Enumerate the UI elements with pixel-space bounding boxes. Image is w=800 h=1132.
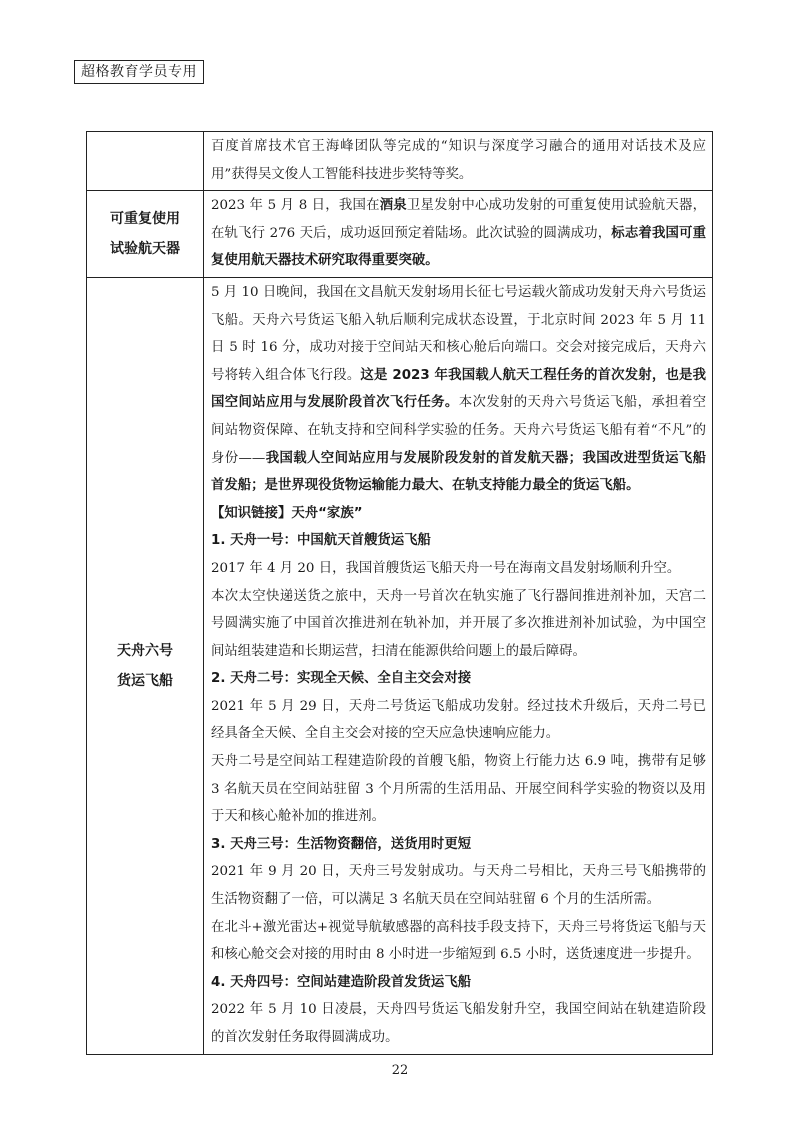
table-row	[87, 277, 713, 1054]
paragraph: 天舟二号是空间站工程建造阶段的首艘飞船，物资上行能力达 6.9 吨，携带有足够 3 名航天员在空间站驻留 3 个月所需的生活用品、开展空间科学实验的物资以及用于天和核心舱补加的推进剂。	[211, 754, 706, 825]
row-label	[87, 191, 204, 278]
paragraph: 2022 年 5 月 10 日凌晨，天舟四号货运飞船发射升空，我国空间站在轨建造阶段的首次发射任务取得圆满成功。	[211, 1002, 706, 1045]
section-title: 2. 天舟二号：实现全天候、全自主交会对接	[211, 671, 472, 687]
row-content	[204, 191, 713, 278]
page-number: 22	[391, 1063, 409, 1078]
table-row	[87, 191, 713, 278]
section-title: 1. 天舟一号：中国航天首艘货运飞船	[211, 533, 431, 549]
paragraph: 本次太空快递送货之旅中，天舟一号首次在轨实施了飞行器间推进剂补加，天宫二号圆满实施了中国首次推进剂在轨补加，并开展了多次推进剂补加试验，为中国空间站组装建造和长期运营，扫清在能源供给问题上的最后障碍。	[211, 588, 706, 659]
paragraph: 2023 年 5 月 8 日，我国在酒泉卫星发射中心成功发射的可重复使用试验航天器，在轨飞行 276 天后，成功返回预定着陆场。此次试验的圆满成功，标志着我国可重复使用航天器技术研究取得重要突破。	[211, 198, 707, 269]
paragraph: 5 月 10 日晚间，我国在文昌航天发射场用长征七号运载火箭成功发射天舟六号货运飞船。天舟六号货运飞船入轨后顺利完成状态设置，于北京时间 2023 年 5 月 11 日 5 时 16 分，成功对接于空间站天和核心舱后向端口。交会对接完成后，天舟六号将转入组合体飞行段。这是 2023 年我国载人航天工程任务的首次发射，也是我国空间站应用与发展阶段首次飞行任务。本次发射的天舟六号货运飞船，承担着空间站物资保障、在轨支持和空间科学实验的任务。天舟六号货运飞船有着“不凡”的身份——我国载人空间站应用与发展阶段发射的首发航天器；我国改进型货运飞船首发船；是世界现役货物运输能力最大、在轨支持能力最全的货运飞船。	[211, 284, 707, 494]
row-content	[204, 277, 713, 1054]
paragraph: 在北斗+激光雷达+视觉导航敏感器的高科技手段支持下，天舟三号将货运飞船与天和核心舱交会对接的用时由 8 小时进一步缩短到 6.5 小时，送货速度进一步提升。	[211, 919, 706, 963]
row-label	[87, 277, 204, 1054]
row-label-line: 可重复使用	[110, 211, 180, 228]
knowledge-link-title: 【知识链接】天舟“家族”	[211, 505, 363, 521]
row-label-line: 天舟六号	[117, 642, 173, 659]
section-title: 3. 天舟三号：生活物资翻倍，送货用时更短	[211, 836, 472, 852]
paragraph: 2017 年 4 月 20 日，我国首艘货运飞船天舟一号在海南文昌发射场顺利升空。	[211, 560, 681, 576]
paragraph: 百度首席技术官王海峰团队等完成的“知识与深度学习融合的通用对话技术及应用”获得吴文俊人工智能科技进步奖特等奖。	[211, 139, 706, 182]
row-label-line: 试验航天器	[110, 241, 180, 258]
row-label	[87, 132, 204, 191]
paragraph: 2021 年 9 月 20 日，天舟三号发射成功。与天舟二号相比，天舟三号飞船携带的生活物资翻了一倍，可以满足 3 名航天员在空间站驻留 6 个月的生活所需。	[211, 864, 706, 908]
row-content	[204, 132, 713, 191]
table-row	[87, 132, 713, 191]
paragraph: 2021 年 5 月 29 日，天舟二号货运飞船成功发射。经过技术升级后，天舟二号已经具备全天候、全自主交会对接的空天应急快速响应能力。	[211, 698, 706, 742]
watermark-label: 超格教育学员专用	[74, 60, 204, 84]
section-title: 4. 天舟四号：空间站建造阶段首发货运飞船	[211, 974, 472, 990]
content-table	[86, 131, 713, 1055]
row-label-line: 货运飞船	[117, 672, 173, 689]
